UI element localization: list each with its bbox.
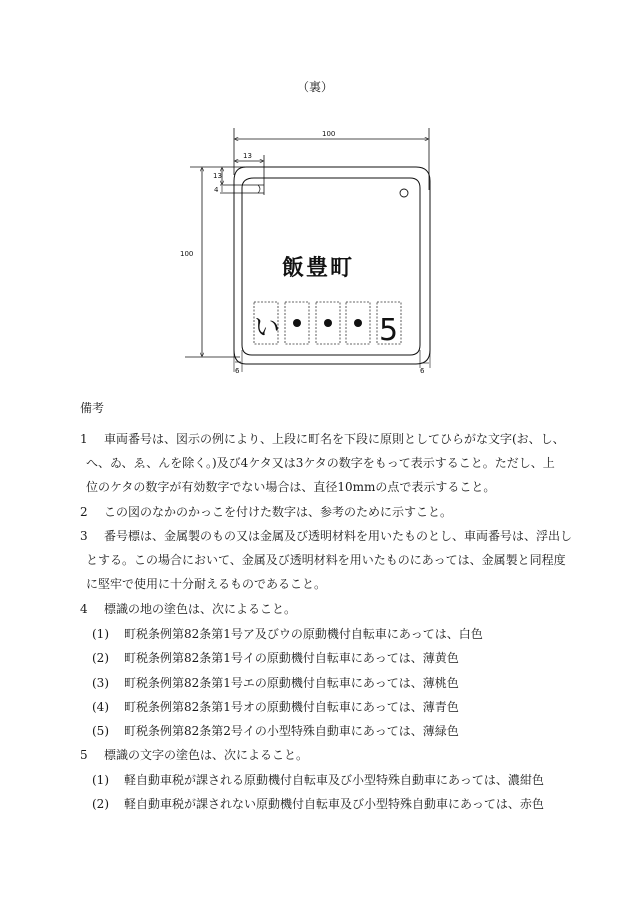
note-item-1-cont: 位のケタの数字が有効数字でない場合は、直径10mmの点で表示すること。 — [86, 480, 496, 494]
margin-dimensions — [234, 350, 430, 375]
width-dimension — [234, 128, 429, 190]
mounting-hole — [400, 189, 408, 197]
note-item-1: 1 車両番号は、図示の例により、上段に町名を下段に原則としてひらがな文字(お、し、 — [80, 432, 565, 446]
note-item-3: 3 番号標は、金属製のもの又は金属及び透明材料を用いたものとし、車両番号は、浮出し — [80, 529, 573, 543]
notes-heading: 備考 — [80, 401, 105, 415]
height-label: 100 — [180, 250, 194, 258]
hole-offset-y-label: 13 — [213, 172, 222, 180]
note-item-4-sub-5: (5) 町税条例第82条第2号イの小型特殊自動車にあっては、薄緑色 — [92, 724, 459, 738]
note-item-5-sub-2: (2) 軽自動車税が課されない原動機付自転車及び小型特殊自動車にあっては、赤色 — [92, 797, 544, 811]
note-item-3-cont: に堅牢で使用に十分耐えるものであること。 — [86, 577, 327, 591]
width-label: 100 — [322, 130, 336, 138]
plate-number-row — [254, 302, 401, 348]
plate-dot — [293, 319, 301, 327]
note-item-5: 5 標識の文字の塗色は、次によること。 — [80, 748, 309, 762]
margin-right-label: 6 — [420, 367, 425, 375]
margin-left-label: 6 — [235, 367, 240, 375]
height-dimension — [180, 167, 245, 357]
note-item-1-cont: へ、ゐ、ゑ、んを除く。)及び4ケタ又は3ケタの数字をもって表示すること。ただし、上 — [86, 456, 555, 470]
note-item-4: 4 標識の地の塗色は、次によること。 — [80, 602, 297, 616]
plate-dot — [324, 319, 332, 327]
license-plate-diagram — [170, 120, 460, 380]
page-title: （裏） — [296, 80, 333, 94]
note-item-4-sub-2: (2) 町税条例第82条第1号イの原動機付自転車にあっては、薄黄色 — [92, 651, 459, 665]
plate-town-name: 飯豊町 — [282, 256, 355, 281]
note-item-2: 2 この図のなかのかっこを付けた数字は、参考のために示すこと。 — [80, 505, 453, 519]
hole-dimensions — [213, 152, 264, 195]
note-item-5-sub-1: (1) 軽自動車税が課される原動機付自転車及び小型特殊自動車にあっては、濃紺色 — [92, 773, 544, 787]
plate-dot — [354, 319, 362, 327]
plate-digit: 5 — [379, 313, 399, 348]
note-item-3-cont: とする。この場合において、金属及び透明材料を用いたものにあっては、金属製と同程度 — [86, 553, 566, 567]
plate-hiragana: い — [254, 313, 281, 343]
note-item-4-sub-1: (1) 町税条例第82条第1号ア及びウの原動機付自転車にあっては、白色 — [92, 627, 483, 641]
note-item-4-sub-4: (4) 町税条例第82条第1号オの原動機付自転車にあっては、薄青色 — [92, 700, 459, 714]
hole-offset-x-label: 13 — [243, 152, 252, 160]
note-item-4-sub-3: (3) 町税条例第82条第1号エの原動機付自転車にあっては、薄桃色 — [92, 676, 459, 690]
hole-size-label: 4 — [214, 186, 219, 194]
